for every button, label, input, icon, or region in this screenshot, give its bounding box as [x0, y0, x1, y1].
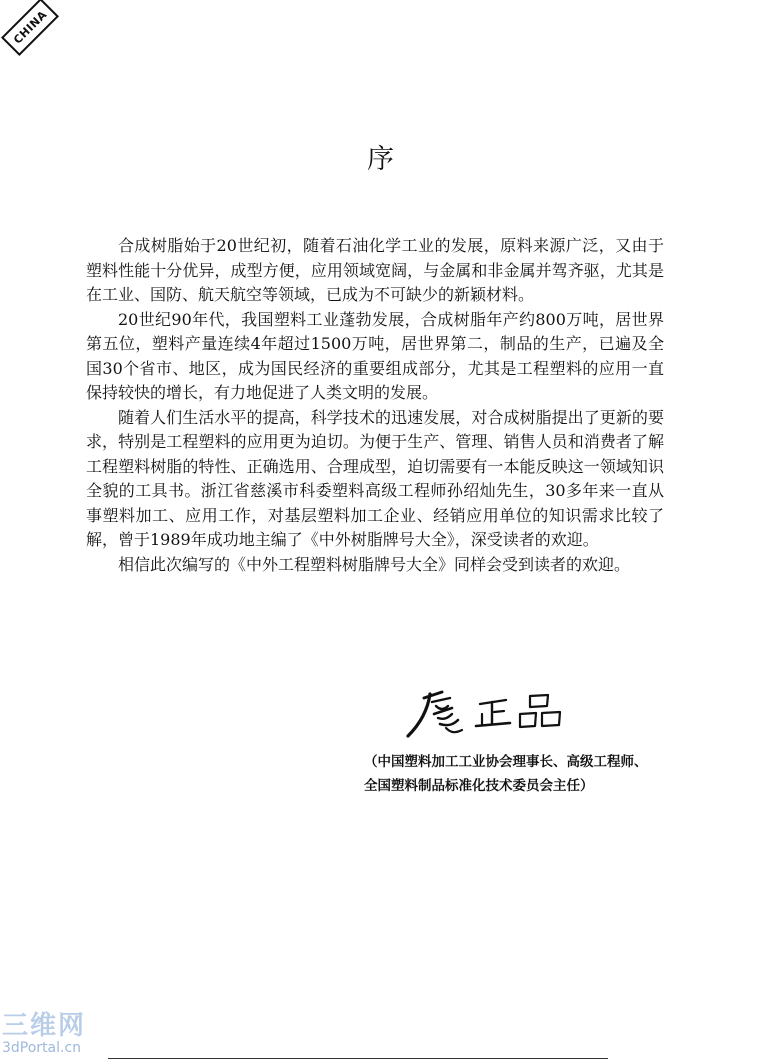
preface-body [86, 234, 664, 577]
handwritten-signature [402, 684, 582, 740]
site-watermark [2, 1012, 102, 1060]
affiliation-line-2: 全国塑料制品标准化技术委员会主任） [364, 778, 594, 794]
paragraph-3: 随着人们生活水平的提高，科学技术的迅速发展，对合成树脂提出了更新的要求，特别是工程塑料的应用更为迫切。为便于生产、管理、销售人员和消费者了解工程塑料树脂的特性、正确选用、合理成型，迫切需要有一本能反映这一领域知识全貌的工具书。浙江省慈溪市科委塑料高级工程师孙绍灿先生，30多年来一直从事塑料加工、应用工作，对基层塑料加工企业、经销应用单位的知识需求比较了解，曾于1989年成功地主编了《中外树脂牌号大全》，深受读者的欢迎。 [86, 407, 664, 549]
watermark-logo-text: 三维网 [2, 1011, 87, 1041]
stamp-text: CHINA [10, 7, 50, 47]
bottom-divider [108, 1058, 608, 1059]
paragraph-1: 合成树脂始于20世纪初，随着石油化学工业的发展，原料来源广泛，又由于塑料性能十分优异，成型方便，应用领域宽阔，与金属和非金属并驾齐驱，尤其是在工业、国防、航天航空等领域，已成为不可缺少的新颖材料。 [86, 236, 664, 304]
china-stamp [1, 0, 59, 56]
author-affiliation [364, 750, 684, 798]
affiliation-line-1: （中国塑料加工工业协会理事长、高级工程师、 [364, 754, 648, 770]
page-title: 序 [367, 144, 394, 175]
watermark-domain: 3dPortal.cn [2, 1040, 82, 1056]
paragraph-2: 20世纪90年代，我国塑料工业蓬勃发展，合成树脂年产约800万吨，居世界第五位，塑料产量连续4年超过1500万吨，居世界第二，制品的生产，已遍及全国30个省市、地区，成为国民经济的重要组成部分，尤其是工程塑料的应用一直保持较快的增长，有力地促进了人类文明的发展。 [86, 309, 664, 402]
paragraph-4: 相信此次编写的《中外工程塑料树脂牌号大全》同样会受到读者的欢迎。 [118, 554, 631, 574]
